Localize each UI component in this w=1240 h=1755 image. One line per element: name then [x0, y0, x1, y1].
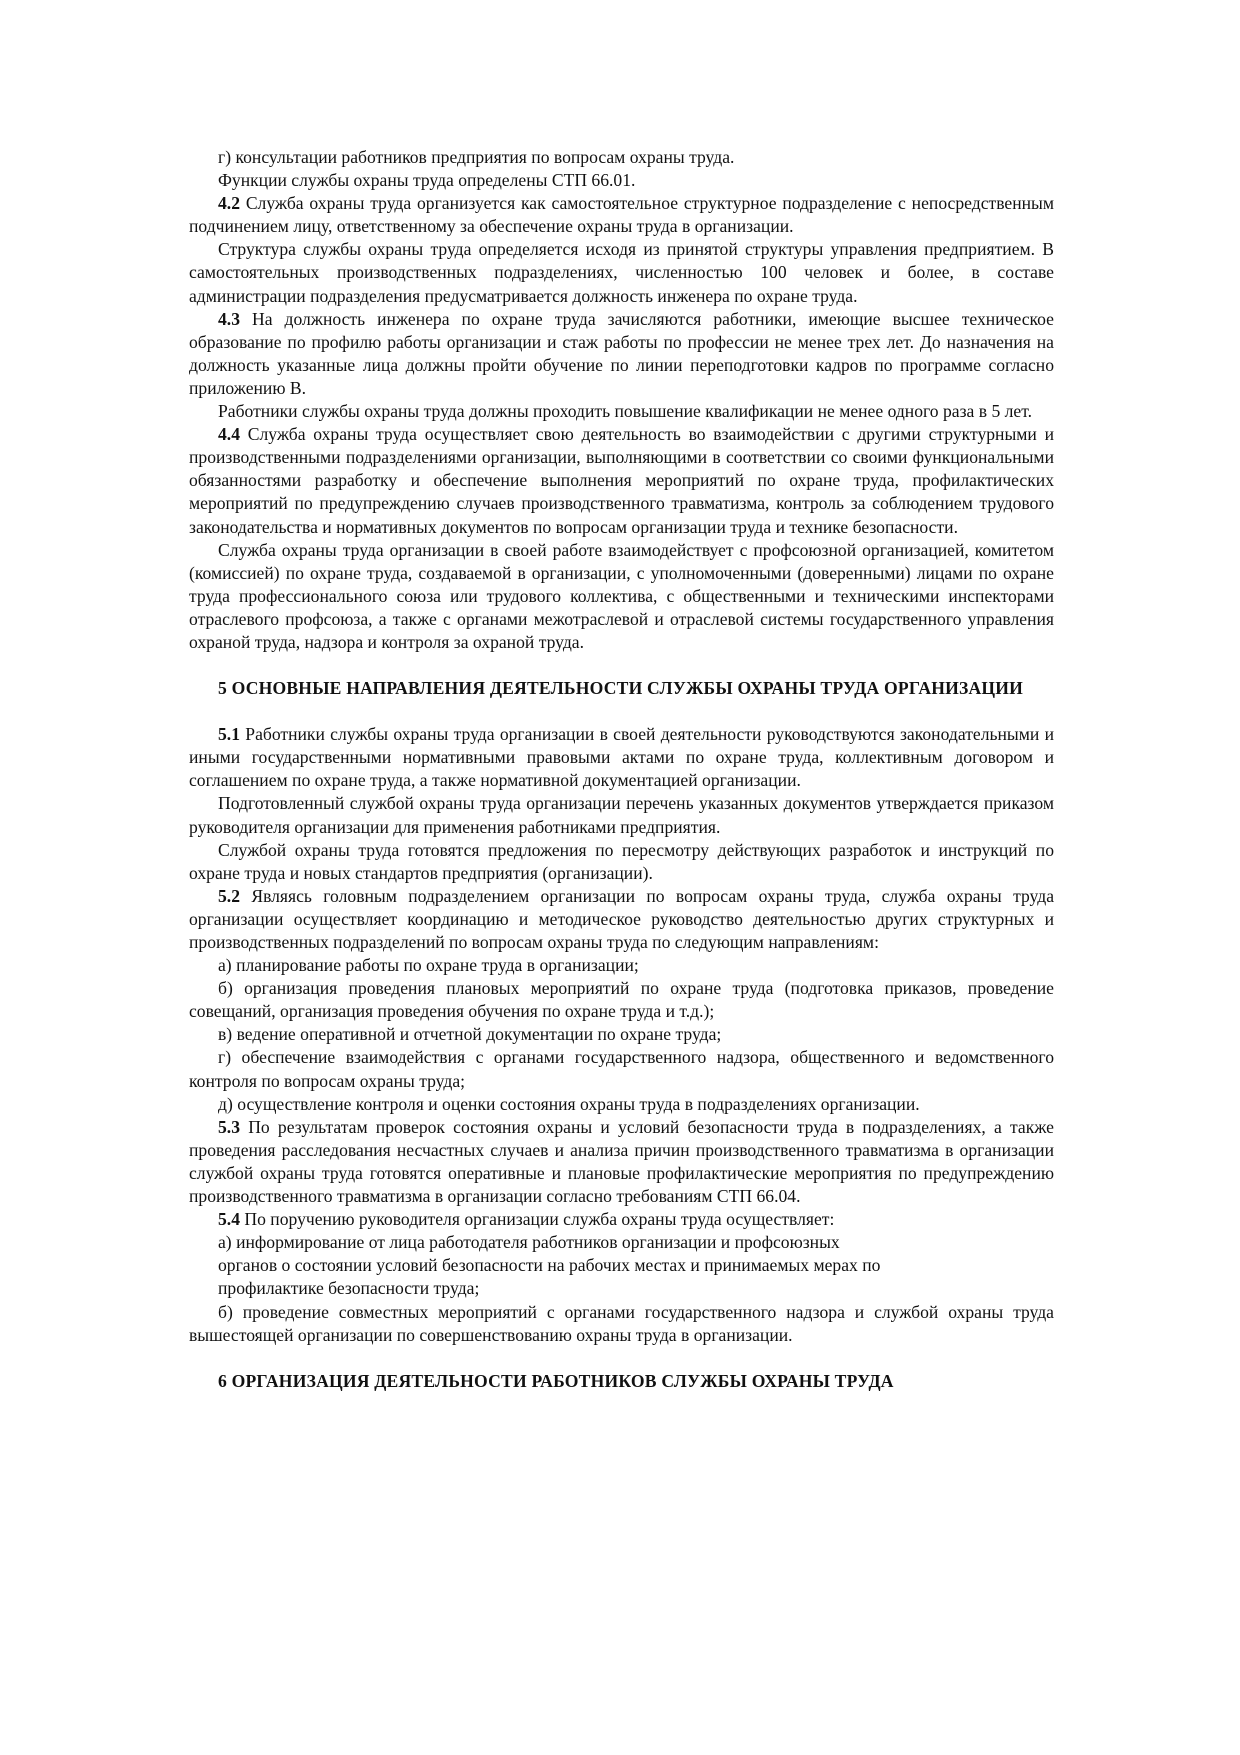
paragraph — [189, 792, 1054, 838]
paragraph — [189, 1208, 1054, 1231]
list-item — [189, 977, 1054, 1023]
paragraph-text: Служба охраны труда осуществляет свою деятельность во взаимодействии с другими структурными и производственными подразделениями организации, выполняющими в соответствии со своими функциональными обязанностями разработку и обеспечение выполнения мероприятий по охране труда, профилактических мероприятий по предупреждению случаев производственного травматизма, контроль за соблюдением трудового законодательства и нормативных документов по вопросам организации труда и технике безопасности. — [189, 424, 1054, 537]
paragraph — [189, 885, 1054, 954]
section-6-heading: 6 ОРГАНИЗАЦИЯ ДЕЯТЕЛЬНОСТИ РАБОТНИКОВ СЛУЖБЫ ОХРАНЫ ТРУДА — [218, 1370, 894, 1391]
paragraph — [189, 723, 1054, 792]
list-item — [189, 954, 1054, 977]
spacer — [189, 1347, 1054, 1370]
spacer — [189, 700, 1054, 723]
list-item — [189, 1023, 1054, 1046]
paragraph-text: Службой охраны труда готовятся предложения по пересмотру действующих разработок и инструкций по охране труда и новых стандартов предприятия (организации). — [189, 839, 1054, 883]
clause-number: 4.4 — [218, 424, 240, 445]
paragraph-text: в) ведение оперативной и отчетной документации по охране труда; — [218, 1024, 722, 1045]
paragraph — [189, 192, 1054, 238]
paragraph-text: Подготовленный службой охраны труда организации перечень указанных документов утверждается приказом руководителя организации для применения работниками предприятия. — [189, 793, 1054, 837]
list-item-b: б) проведение совместных мероприятий с органами государственного надзора и службой охраны труда вышестоящей организации по совершенствованию охраны труда в организации. — [189, 1301, 1054, 1345]
clause-number: 5.3 — [218, 1116, 240, 1137]
paragraph-text: г) обеспечение взаимодействия с органами государственного надзора, общественного и ведомственного контроля по вопросам охраны труда; — [189, 1047, 1054, 1091]
paragraph-text: На должность инженера по охране труда зачисляются работники, имеющие высшее техническое образование по профилю работы организации и стаж работы по профессии не менее трех лет. До назначения на должность указанные лица должны пройти обучение по линии переподготовки кадров по программе согласно приложению В. — [189, 308, 1054, 398]
paragraph — [189, 308, 1054, 400]
clause-number: 5.1 — [218, 724, 240, 745]
paragraph-text: Служба охраны труда организуется как самостоятельное структурное подразделение с непосредственным подчинением лицу, ответственному за обеспечение охраны труда в организации. — [189, 193, 1054, 237]
paragraph — [189, 238, 1054, 307]
section-5-body — [189, 723, 1054, 1347]
paragraph — [189, 146, 1054, 169]
clause-number: 5.4 — [218, 1209, 240, 1230]
paragraph-text: Являясь головным подразделением организации по вопросам охраны труда, служба охраны труда организации осуществляет координацию и методическое руководство деятельностью других структурных и производственных подразделений по вопросам охраны труда по следующим направлениям: — [189, 885, 1054, 952]
clause-number: 4.2 — [218, 193, 240, 214]
list-item-line: профилактике безопасности труда; — [218, 1278, 480, 1299]
list-item-line: а) информирование от лица работодателя работников организации и профсоюзных — [218, 1232, 840, 1253]
paragraph — [189, 539, 1054, 654]
list-item — [189, 1046, 1054, 1092]
paragraph-text: По поручению руководителя организации служба охраны труда осуществляет: — [240, 1209, 835, 1230]
paragraph-text: а) планирование работы по охране труда в организации; — [218, 955, 639, 976]
paragraph-text: Работники службы охраны труда должны проходить повышение квалификации не менее одного раза в 5 лет. — [218, 401, 1033, 422]
paragraph-text: д) осуществление контроля и оценки состояния охраны труда в подразделениях организации. — [218, 1093, 920, 1114]
paragraph — [189, 839, 1054, 885]
section-5-heading: 5 ОСНОВНЫЕ НАПРАВЛЕНИЯ ДЕЯТЕЛЬНОСТИ СЛУЖБЫ ОХРАНЫ ТРУДА ОРГАНИЗАЦИИ — [218, 678, 1024, 699]
paragraph — [189, 423, 1054, 538]
paragraph-text: Служба охраны труда организации в своей работе взаимодействует с профсоюзной организацией, комитетом (комиссией) по охране труда, создаваемой в организации, с уполномоченными (доверенными) лицами по охране труда профессионального союза или трудового коллектива, с общественными и техническими инспекторами отраслевого профсоюза, а также с органами межотраслевой и отраслевой системы государственного управления охраной труда, надзора и контроля за охраной труда. — [189, 539, 1054, 652]
paragraph-text: Структура службы охраны труда определяется исходя из принятой структуры управления предприятием. В самостоятельных производственных подразделениях, численностью 100 человек и более, в составе администрации подразделения предусматривается должность инженера по охране труда. — [189, 239, 1054, 306]
spacer — [189, 654, 1054, 677]
clause-number: 4.3 — [218, 308, 240, 329]
paragraph — [189, 169, 1054, 192]
section-4-body — [189, 146, 1054, 654]
paragraph-text: г) консультации работников предприятия по вопросам охраны труда. — [218, 147, 735, 167]
paragraph-text: б) организация проведения плановых мероприятий по охране труда (подготовка приказов, проведение совещаний, организация проведения обучения по охране труда и т.д.); — [189, 978, 1054, 1022]
list-item — [189, 1093, 1054, 1116]
list-item-line: органов о состоянии условий безопасности на рабочих местах и принимаемых мерах по — [218, 1255, 881, 1276]
paragraph-text: По результатам проверок состояния охраны и условий безопасности труда в подразделениях, а также проведения расследования несчастных случаев и анализа причин производственного травматизма в организации службой охраны труда готовятся оперативные и плановые профилактические мероприятия по предупреждению производственного травматизма в организации согласно требованиям СТП 66.04. — [189, 1116, 1054, 1207]
paragraph-text: Функции службы охраны труда определены СТП 66.01. — [218, 170, 636, 191]
paragraph — [189, 400, 1054, 423]
list-item-a — [189, 1231, 1054, 1300]
paragraph-text: Работники службы охраны труда организации в своей деятельности руководствуются законодательными и иными государственными нормативными правовыми актами по охране труда, коллективным договором и соглашением по охране труда, а также нормативной документацией организации. — [189, 724, 1054, 791]
paragraph — [189, 1116, 1054, 1208]
clause-number: 5.2 — [218, 885, 240, 906]
